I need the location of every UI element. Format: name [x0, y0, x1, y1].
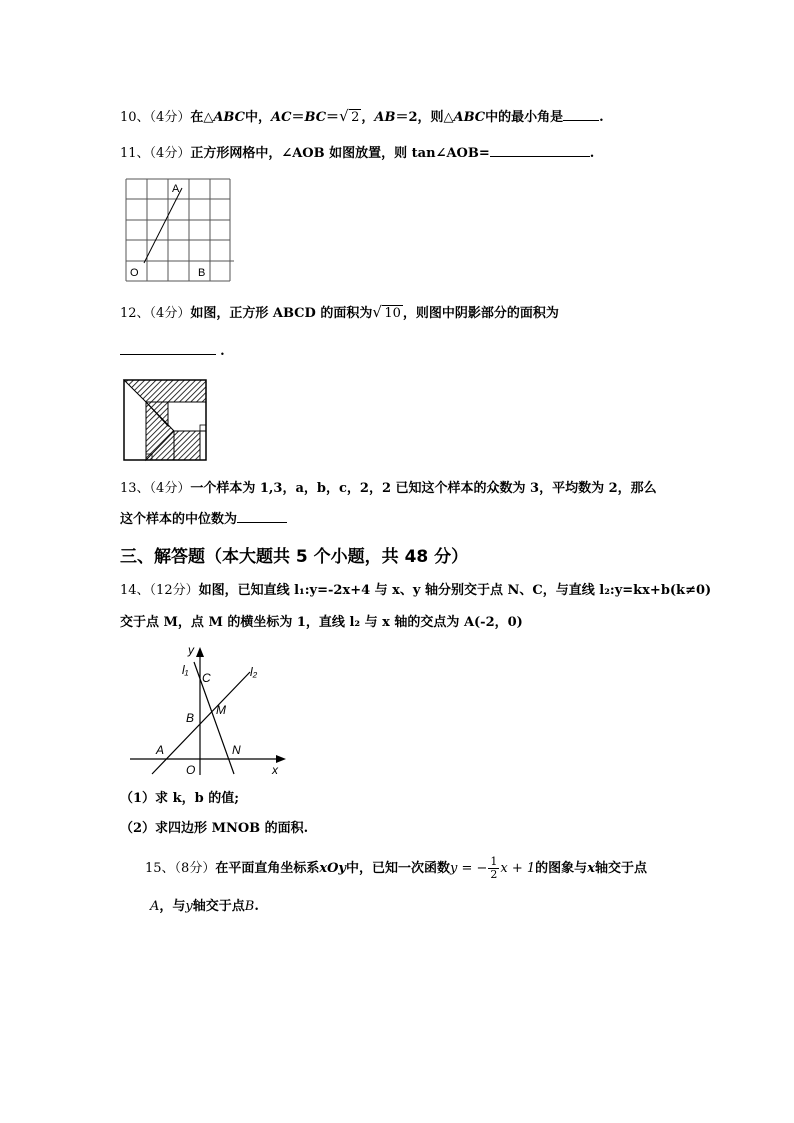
q12-answer-blank[interactable]: [120, 342, 216, 355]
q15-text-d: 轴交于点: [594, 861, 647, 876]
q12-text-b: ，则图中阴影部分的面积为: [402, 306, 559, 321]
question-10: [120, 108, 604, 127]
label-b: B: [198, 267, 206, 279]
q13-line2: 这个样本的中位数为: [120, 512, 238, 527]
question-13: [120, 480, 657, 498]
question-14-line2: [120, 614, 523, 632]
label-a: A: [156, 743, 165, 757]
question-12: [120, 305, 559, 323]
shaded-bottom: [174, 431, 200, 460]
q10-eq1: ＝: [291, 110, 305, 125]
q14-number: 14、（12分）: [120, 583, 199, 598]
q15-number: 15、（8分）: [145, 861, 216, 876]
q15-line2-c: 轴交于点: [192, 899, 245, 914]
q10-text-c: ，: [361, 110, 375, 125]
q10-abc1: ABC: [213, 110, 245, 125]
q10-bc: BC: [304, 110, 327, 125]
question-11: [120, 144, 594, 163]
q14-sub1-text: （1）求 k，b 的值;: [120, 791, 239, 806]
q15-y-eq: y = −: [450, 861, 488, 876]
q15-text-b: 中，已知一次函数: [345, 861, 450, 876]
q10-ab: AB: [374, 110, 396, 125]
q10-text-a: 在△: [190, 110, 214, 125]
q15-text-c: 的图象与: [535, 861, 588, 876]
q10-abc2: ABC: [453, 110, 486, 125]
q15-point-b: B: [244, 899, 255, 914]
label-b: B: [186, 711, 195, 725]
question-14: [120, 582, 711, 600]
q15-point-a: A: [150, 899, 160, 914]
q14-sub2-text: （2）求四边形 MNOB 的面积.: [120, 821, 309, 836]
question-15: [145, 856, 647, 881]
frac-num: 1: [490, 855, 498, 868]
q13-answer-blank[interactable]: [237, 510, 287, 523]
q13-line1: 一个样本为 1,3，a，b，c，2，2 已知这个样本的众数为 3，平均数为 2，那么: [190, 481, 657, 496]
q10-ac: AC: [271, 110, 292, 125]
q14-coordinate-figure: [126, 642, 292, 780]
q13-number: 13、（4分）: [120, 481, 191, 496]
label-n: N: [232, 743, 241, 757]
q10-eq2: ＝: [326, 110, 340, 125]
q11-grid-figure: [122, 176, 236, 284]
q15-line2-b: ，与: [159, 899, 186, 914]
label-o: O: [186, 763, 196, 777]
q12-answer-line: [120, 342, 225, 361]
q12-end: .: [220, 344, 225, 359]
q11-answer-blank[interactable]: [490, 144, 590, 157]
label-o: O: [130, 267, 139, 279]
q15-y-axis: y: [185, 899, 193, 914]
q15-x-tail: x + 1: [500, 861, 536, 876]
q12-text-a: 如图，正方形 ABCD 的面积为: [190, 306, 373, 321]
grid-lines: [126, 179, 234, 281]
q12-number: 12、（4分）: [120, 306, 191, 321]
section-3-title: 三、解答题（本大题共 5 个小题，共 48 分）: [120, 547, 469, 567]
label-x: x: [272, 763, 278, 777]
label-m: M: [216, 703, 226, 717]
q15-text-a: 在平面直角坐标系: [215, 861, 320, 876]
q10-sqrt-value: 2: [351, 110, 360, 125]
q10-text-e: 中的最小角是: [485, 110, 564, 125]
question-15-line2: [150, 898, 259, 916]
q12-sqrt-value: 10: [384, 306, 401, 321]
sqrt-ten: [372, 305, 403, 323]
q14-sub1: [120, 790, 239, 808]
q10-text-d: ＝2，则△: [395, 110, 454, 125]
label-y: y: [188, 643, 194, 657]
label-a: A: [172, 183, 180, 195]
q10-text-b: 中，: [245, 110, 272, 125]
label-l2: l₂: [250, 665, 258, 679]
q10-end: .: [599, 110, 604, 125]
x-axis-arrow: [276, 755, 286, 763]
frac-den: 2: [490, 868, 498, 881]
q11-number: 11、（4分）: [120, 146, 191, 161]
q15-line2-end: .: [254, 899, 259, 914]
question-13-line2: [120, 510, 287, 529]
q14-line1: 如图，已知直线 l₁:y=-2x+4 与 x、y 轴分别交于点 N、C，与直线 l₂:y=kx+b(k≠0): [198, 583, 712, 598]
q10-number: 10、（4分）: [120, 110, 191, 125]
q11-text: 正方形网格中，∠AOB 如图放置，则 tan∠AOB=: [190, 146, 490, 161]
q15-x-axis: x: [587, 861, 595, 876]
q10-answer-blank[interactable]: [563, 108, 599, 121]
label-l1: l₁: [182, 663, 189, 677]
y-axis-arrow: [196, 647, 204, 657]
label-c: C: [202, 671, 211, 685]
q15-xoy: xOy: [319, 861, 346, 876]
fraction-one-half: [488, 856, 499, 881]
sqrt-two: [339, 109, 361, 127]
q12-square-figure: [120, 376, 210, 462]
q14-line2: 交于点 M，点 M 的横坐标为 1，直线 l₂ 与 x 轴的交点为 A(-2，0): [120, 615, 523, 630]
q11-end: .: [589, 146, 595, 161]
q14-sub2: [120, 820, 308, 838]
